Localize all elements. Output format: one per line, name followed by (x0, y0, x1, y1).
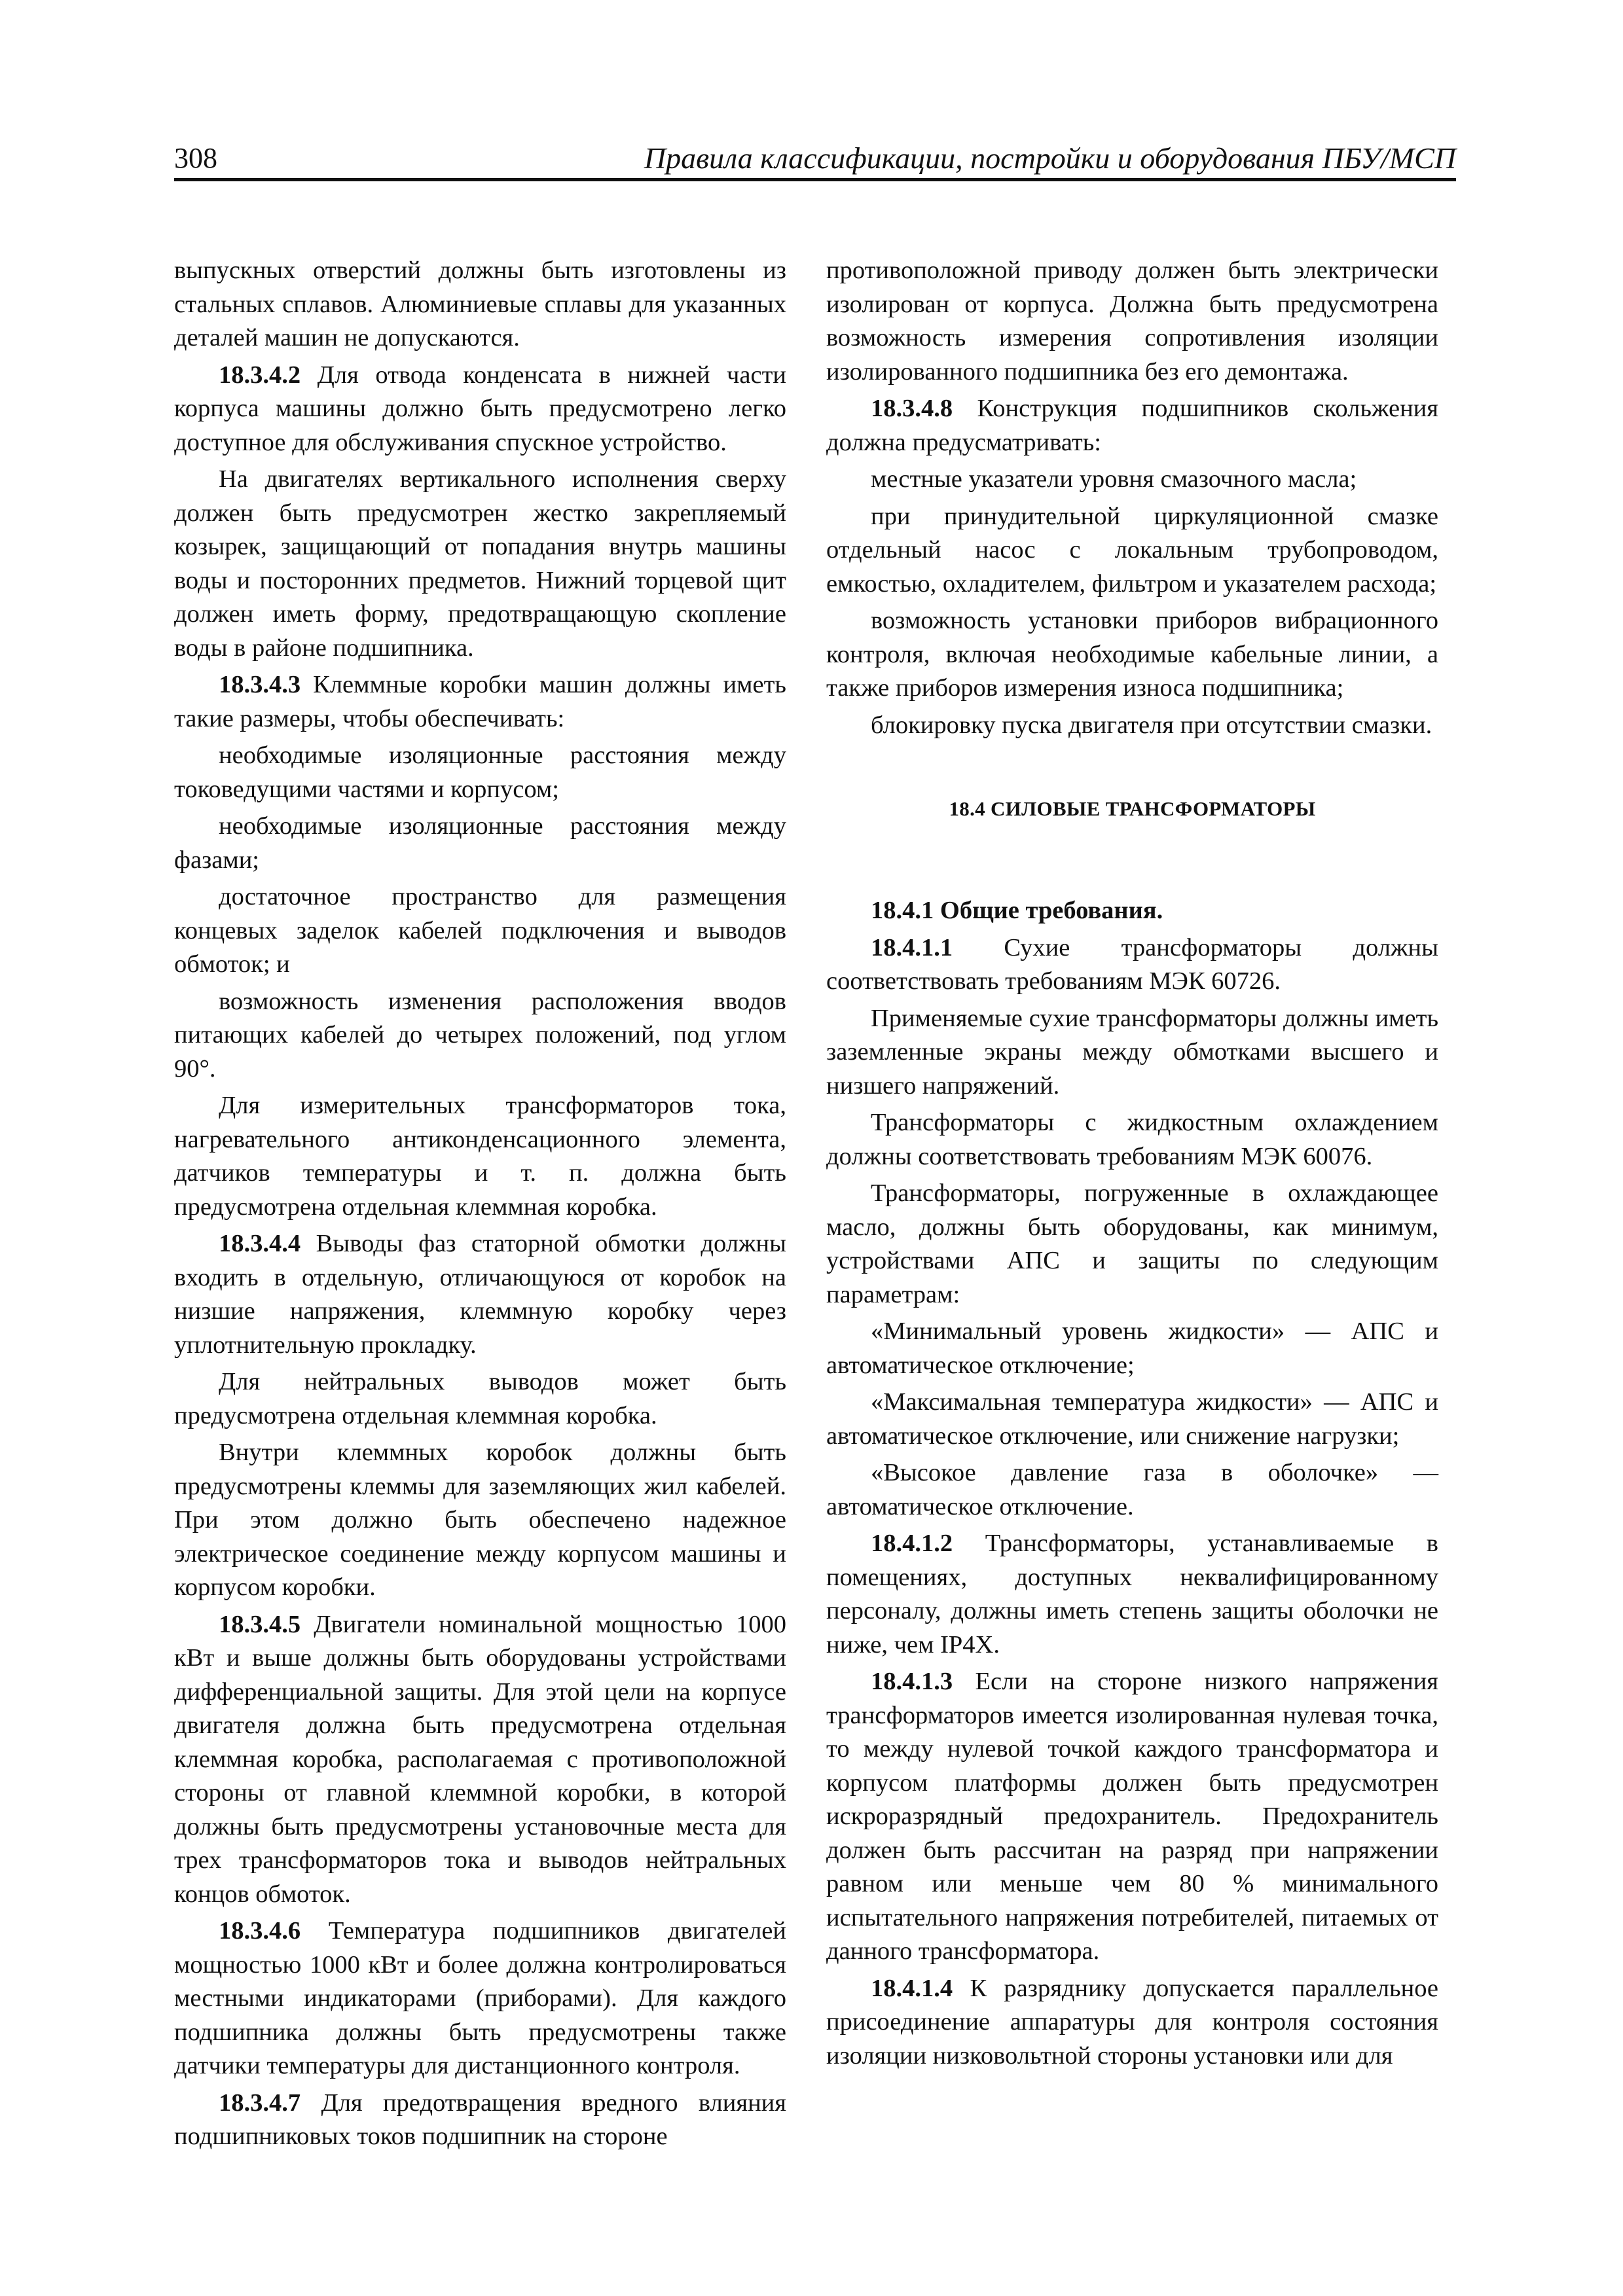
paragraph: возможность изменения расположения вводов питающих кабелей до четырех положений, под углом 90°. (174, 987, 786, 1083)
paragraph: Для нейтральных выводов может быть предусмотрена отдельная клеммная коробка. (174, 1368, 786, 1429)
paragraph: противоположной приводу должен быть электрически изолирован от корпуса. Должна быть предусмотрена возможность измерения сопротивления изоляции изолированного подшипника без его демонтажа. (826, 257, 1438, 386)
page-number: 308 (174, 142, 217, 174)
paragraph: 18.3.4.3 Клеммные коробки машин должны иметь такие размеры, чтобы обеспечивать: (174, 671, 786, 732)
paragraph: местные указатели уровня смазочного масла; (871, 465, 1357, 493)
paragraph: необходимые изоляционные расстояния между фазами; (174, 812, 786, 874)
paragraph: Трансформаторы, погруженные в охлаждающее масло, должны быть оборудованы, как минимум, устройствами АПС и защиты по следующим параметрам: (826, 1179, 1438, 1308)
paragraph: Трансформаторы с жидкостным охлаждением должны соответствовать требованиям МЭК 60076. (826, 1109, 1438, 1170)
paragraph: Внутри клеммных коробок должны быть предусмотрены клеммы для заземляющих жил кабелей. При этом должно быть обеспечено надежное электрическое соединение между корпусом машины и корпусом коробки. (174, 1439, 786, 1601)
paragraph: необходимые изоляционные расстояния между токоведущими частями и корпусом; (174, 742, 786, 803)
paragraph: 18.4.1.2 Трансформаторы, устанавливаемые в помещениях, доступных неквалифицированному персоналу, должны иметь степень защиты оболочки не ниже, чем IP4X. (826, 1530, 1438, 1659)
paragraph: 18.4.1.4 К разряднику допускается параллельное присоединение аппаратуры для контроля состояния изоляции низковольтной стороны установки или для (826, 1974, 1438, 2070)
section-title: 18.4 СИЛОВЫЕ ТРАНСФОРМАТОРЫ (949, 797, 1316, 820)
paragraph: 18.4.1.3 Если на стороне низкого напряжения трансформаторов имеется изолированная нулевая точка, то между нулевой точкой каждого трансформатора и корпусом платформы должен быть предусмотрен искроразрядный предохранитель. Предохранитель должен быть рассчитан на разряд при напряжении равном или меньше чем 80 % минимального испытательного напряжения потребителей, питаемых от данного трансформатора. (826, 1668, 1438, 1965)
subsection-title: 18.4.1 Общие требования. (871, 897, 1163, 924)
paragraph: выпускных отверстий должны быть изготовлены из стальных сплавов. Алюминиевые сплавы для указанных деталей машин не допускаются. (174, 257, 786, 351)
page-header (174, 140, 1456, 181)
left-column (174, 254, 786, 2157)
running-title: Правила классификации, постройки и оборудования ПБУ/МСП (644, 141, 1456, 175)
paragraph: при принудительной циркуляционной смазке отдельный насос с локальным трубопроводом, емкостью, охладителем, фильтром и указателем расхода; (826, 502, 1438, 598)
paragraph: «Минимальный уровень жидкости» — АПС и автоматическое отключение; (826, 1318, 1438, 1379)
paragraph: блокировку пуска двигателя при отсутствии смазки. (871, 711, 1432, 739)
paragraph: Для измерительных трансформаторов тока, нагревательного антиконденсационного элемента, датчиков температуры и т. п. должна быть предусмотрена отдельная клеммная коробка. (174, 1092, 786, 1221)
paragraph: «Максимальная температура жидкости» — АПС и автоматическое отключение, или снижение нагрузки; (826, 1388, 1438, 1450)
paragraph: 18.4.1.1 Сухие трансформаторы должны соответствовать требованиям МЭК 60726. (826, 933, 1438, 995)
paragraph: Применяемые сухие трансформаторы должны иметь заземленные экраны между обмотками высшего и низшего напряжений. (826, 1004, 1438, 1100)
paragraph: 18.3.4.8 Конструкция подшипников скольжения должна предусматривать: (826, 395, 1438, 456)
paragraph: достаточное пространство для размещения концевых заделок кабелей подключения и выводов обмоток; и (174, 883, 786, 978)
paragraph: 18.3.4.7 Для предотвращения вредного влияния подшипниковых токов подшипник на стороне (174, 2089, 786, 2150)
paragraph: На двигателях вертикального исполнения сверху должен быть предусмотрен жестко закрепляемый козырек, защищающий от попадания внутрь машины воды и посторонних предметов. Нижний торцевой щит должен иметь форму, предотвращающую скопление воды в районе подшипника. (174, 465, 786, 662)
paragraph: 18.3.4.2 Для отвода конденсата в нижней части корпуса машины должно быть предусмотрено легко доступное для обслуживания спускное устройство. (174, 361, 786, 456)
right-column (826, 254, 1438, 2076)
paragraph: 18.3.4.4 Выводы фаз статорной обмотки должны входить в отдельную, отличающуюся от коробок на низшие напряжения, клеммную коробку через уплотнительную прокладку. (174, 1230, 786, 1359)
paragraph: 18.3.4.5 Двигатели номинальной мощностью 1000 кВт и выше должны быть оборудованы устройствами дифференциальной защиты. Для этой цели на корпусе двигателя должна быть предусмотрена отдельная клеммная коробка, располагаемая с противоположной стороны от главной клеммной коробки, в которой должны быть предусмотрены установочные места для трех трансформаторов тока и выводов нейтральных концов обмоток. (174, 1610, 786, 1908)
paragraph: 18.3.4.6 Температура подшипников двигателей мощностью 1000 кВт и более должна контролироваться местными индикаторами (приборами). Для каждого подшипника должны быть предусмотрены также датчики температуры для дистанционного контроля. (174, 1917, 786, 2079)
paragraph: «Высокое давление газа в оболочке» — автоматическое отключение. (826, 1459, 1438, 1520)
paragraph: возможность установки приборов вибрационного контроля, включая необходимые кабельные линии, а также приборов измерения износа подшипника; (826, 607, 1438, 702)
